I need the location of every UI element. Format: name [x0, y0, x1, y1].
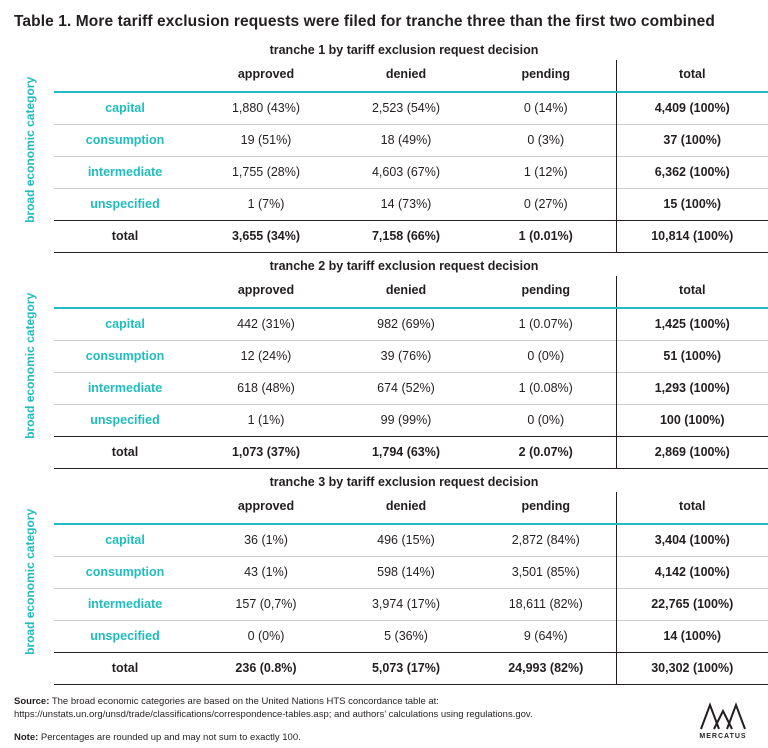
- rounding-note: [14, 731, 754, 744]
- table-row: [54, 156, 768, 188]
- table-row: [54, 588, 768, 620]
- data-table-tranche-2: [54, 276, 768, 469]
- cell-approved: 1,755 (28%): [196, 156, 336, 188]
- cell-denied: 3,974 (17%): [336, 588, 476, 620]
- cell-approved: 157 (0,7%): [196, 588, 336, 620]
- header-category: [54, 60, 196, 92]
- axis-label-text: broad economic category: [23, 508, 38, 655]
- cell-denied: 982 (69%): [336, 308, 476, 341]
- row-category: unspecified: [54, 404, 196, 436]
- table-caption-tranche-3: tranche 3 by tariff exclusion request decision: [269, 474, 539, 489]
- cell-pending: 24,993 (82%): [476, 652, 616, 684]
- header-total: total: [616, 492, 768, 524]
- table-total-row: [54, 436, 768, 468]
- header-category: [54, 276, 196, 308]
- cell-total: 14 (100%): [616, 620, 768, 652]
- cell-approved: 1,880 (43%): [196, 92, 336, 125]
- cell-pending: 2 (0.07%): [476, 436, 616, 468]
- cell-pending: 0 (0%): [476, 404, 616, 436]
- data-table-tranche-3: [54, 492, 768, 685]
- header-approved: approved: [237, 282, 295, 297]
- axis-label-text: broad economic category: [23, 292, 38, 439]
- note-label: Note:: [14, 731, 39, 743]
- header-denied: denied: [385, 66, 427, 81]
- cell-approved: 36 (1%): [196, 524, 336, 557]
- table-row: [54, 92, 768, 125]
- cell-approved: 1 (7%): [196, 188, 336, 220]
- header-pending: pending: [521, 282, 571, 297]
- table-total-row: [54, 652, 768, 684]
- cell-total: 1,293 (100%): [616, 372, 768, 404]
- cell-total: 4,142 (100%): [616, 556, 768, 588]
- row-category: unspecified: [54, 620, 196, 652]
- cell-pending: 0 (14%): [476, 92, 616, 125]
- table-row: [54, 340, 768, 372]
- table-row: [54, 124, 768, 156]
- source-label: Source:: [14, 695, 50, 707]
- mercatus-logo: [694, 701, 752, 740]
- axis-label-tranche-2: [14, 285, 48, 447]
- cell-denied: 674 (52%): [336, 372, 476, 404]
- table-row: [54, 308, 768, 341]
- cell-pending: 18,611 (82%): [476, 588, 616, 620]
- row-category: total: [54, 436, 196, 468]
- cell-denied: 99 (99%): [336, 404, 476, 436]
- cell-pending: 1 (12%): [476, 156, 616, 188]
- cell-pending: 1 (0.08%): [476, 372, 616, 404]
- source-note: [14, 695, 614, 722]
- cell-total: 37 (100%): [616, 124, 768, 156]
- row-category: intermediate: [54, 156, 196, 188]
- cell-approved: 0 (0%): [196, 620, 336, 652]
- cell-total: 1,425 (100%): [616, 308, 768, 341]
- table-row: [54, 556, 768, 588]
- row-category: consumption: [54, 340, 196, 372]
- header-denied: denied: [385, 498, 427, 513]
- cell-denied: 598 (14%): [336, 556, 476, 588]
- header-pending: pending: [521, 66, 571, 81]
- axis-label-tranche-1: [14, 69, 48, 231]
- cell-denied: 1,794 (63%): [336, 436, 476, 468]
- table-row: [54, 188, 768, 220]
- cell-approved: 442 (31%): [196, 308, 336, 341]
- table-header-row: [54, 60, 768, 92]
- table-row: [54, 372, 768, 404]
- row-category: capital: [54, 92, 196, 125]
- cell-approved: 12 (24%): [196, 340, 336, 372]
- table-block-tranche-3: [14, 471, 754, 685]
- cell-denied: 39 (76%): [336, 340, 476, 372]
- cell-total: 51 (100%): [616, 340, 768, 372]
- cell-pending: 9 (64%): [476, 620, 616, 652]
- cell-pending: 0 (27%): [476, 188, 616, 220]
- header-total: total: [616, 276, 768, 308]
- header-pending: pending: [521, 498, 571, 513]
- cell-approved: 3,655 (34%): [196, 220, 336, 252]
- cell-denied: 14 (73%): [336, 188, 476, 220]
- header-total: total: [616, 60, 768, 92]
- cell-approved: 19 (51%): [196, 124, 336, 156]
- cell-denied: 4,603 (67%): [336, 156, 476, 188]
- cell-approved: 618 (48%): [196, 372, 336, 404]
- row-category: consumption: [54, 556, 196, 588]
- cell-total: 100 (100%): [616, 404, 768, 436]
- table-caption-tranche-2: tranche 2 by tariff exclusion request decision: [269, 258, 539, 273]
- cell-pending: 2,872 (84%): [476, 524, 616, 557]
- row-category: total: [54, 652, 196, 684]
- row-category: capital: [54, 308, 196, 341]
- header-denied: denied: [385, 282, 427, 297]
- cell-denied: 5 (36%): [336, 620, 476, 652]
- row-category: consumption: [54, 124, 196, 156]
- cell-total: 22,765 (100%): [616, 588, 768, 620]
- header-category: [54, 492, 196, 524]
- table-row: [54, 620, 768, 652]
- row-category: total: [54, 220, 196, 252]
- cell-total: 3,404 (100%): [616, 524, 768, 557]
- header-approved: approved: [237, 498, 295, 513]
- cell-denied: 7,158 (66%): [336, 220, 476, 252]
- cell-total: 10,814 (100%): [616, 220, 768, 252]
- row-category: unspecified: [54, 188, 196, 220]
- source-text: The broad economic categories are based on the United Nations HTS concordance table at: https://unstats.un.org/unsd/trade/classifications/correspondence-tables.asp; and authors’ calculations using regulations.gov.: [14, 695, 533, 721]
- cell-pending: 0 (0%): [476, 340, 616, 372]
- table-header-row: [54, 492, 768, 524]
- cell-pending: 1 (0.01%): [476, 220, 616, 252]
- page-title: Table 1. More tariff exclusion requests were filed for tranche three than the first two combined: [14, 13, 715, 30]
- cell-denied: 5,073 (17%): [336, 652, 476, 684]
- cell-denied: 18 (49%): [336, 124, 476, 156]
- table-block-tranche-1: [14, 39, 754, 253]
- cell-approved: 43 (1%): [196, 556, 336, 588]
- axis-label-tranche-3: [14, 501, 48, 663]
- axis-label-text: broad economic category: [23, 76, 38, 223]
- mercatus-mark-icon: [694, 701, 752, 731]
- table-total-row: [54, 220, 768, 252]
- cell-total: 15 (100%): [616, 188, 768, 220]
- row-category: intermediate: [54, 588, 196, 620]
- cell-pending: 3,501 (85%): [476, 556, 616, 588]
- row-category: capital: [54, 524, 196, 557]
- table-row: [54, 524, 768, 557]
- table-header-row: [54, 276, 768, 308]
- table-block-tranche-2: [14, 255, 754, 469]
- figure-footnotes: [14, 695, 754, 744]
- cell-approved: 1 (1%): [196, 404, 336, 436]
- cell-pending: 0 (3%): [476, 124, 616, 156]
- table-caption-tranche-1: tranche 1 by tariff exclusion request decision: [269, 42, 539, 57]
- cell-approved: 236 (0.8%): [196, 652, 336, 684]
- row-category: intermediate: [54, 372, 196, 404]
- mercatus-wordmark: MERCATUS: [699, 733, 747, 740]
- cell-total: 6,362 (100%): [616, 156, 768, 188]
- cell-total: 30,302 (100%): [616, 652, 768, 684]
- cell-denied: 496 (15%): [336, 524, 476, 557]
- cell-pending: 1 (0.07%): [476, 308, 616, 341]
- header-approved: approved: [237, 66, 295, 81]
- cell-approved: 1,073 (37%): [196, 436, 336, 468]
- data-table-tranche-1: [54, 60, 768, 253]
- cell-total: 4,409 (100%): [616, 92, 768, 125]
- cell-total: 2,869 (100%): [616, 436, 768, 468]
- note-text: Percentages are rounded up and may not sum to exactly 100.: [38, 731, 301, 743]
- table-row: [54, 404, 768, 436]
- cell-denied: 2,523 (54%): [336, 92, 476, 125]
